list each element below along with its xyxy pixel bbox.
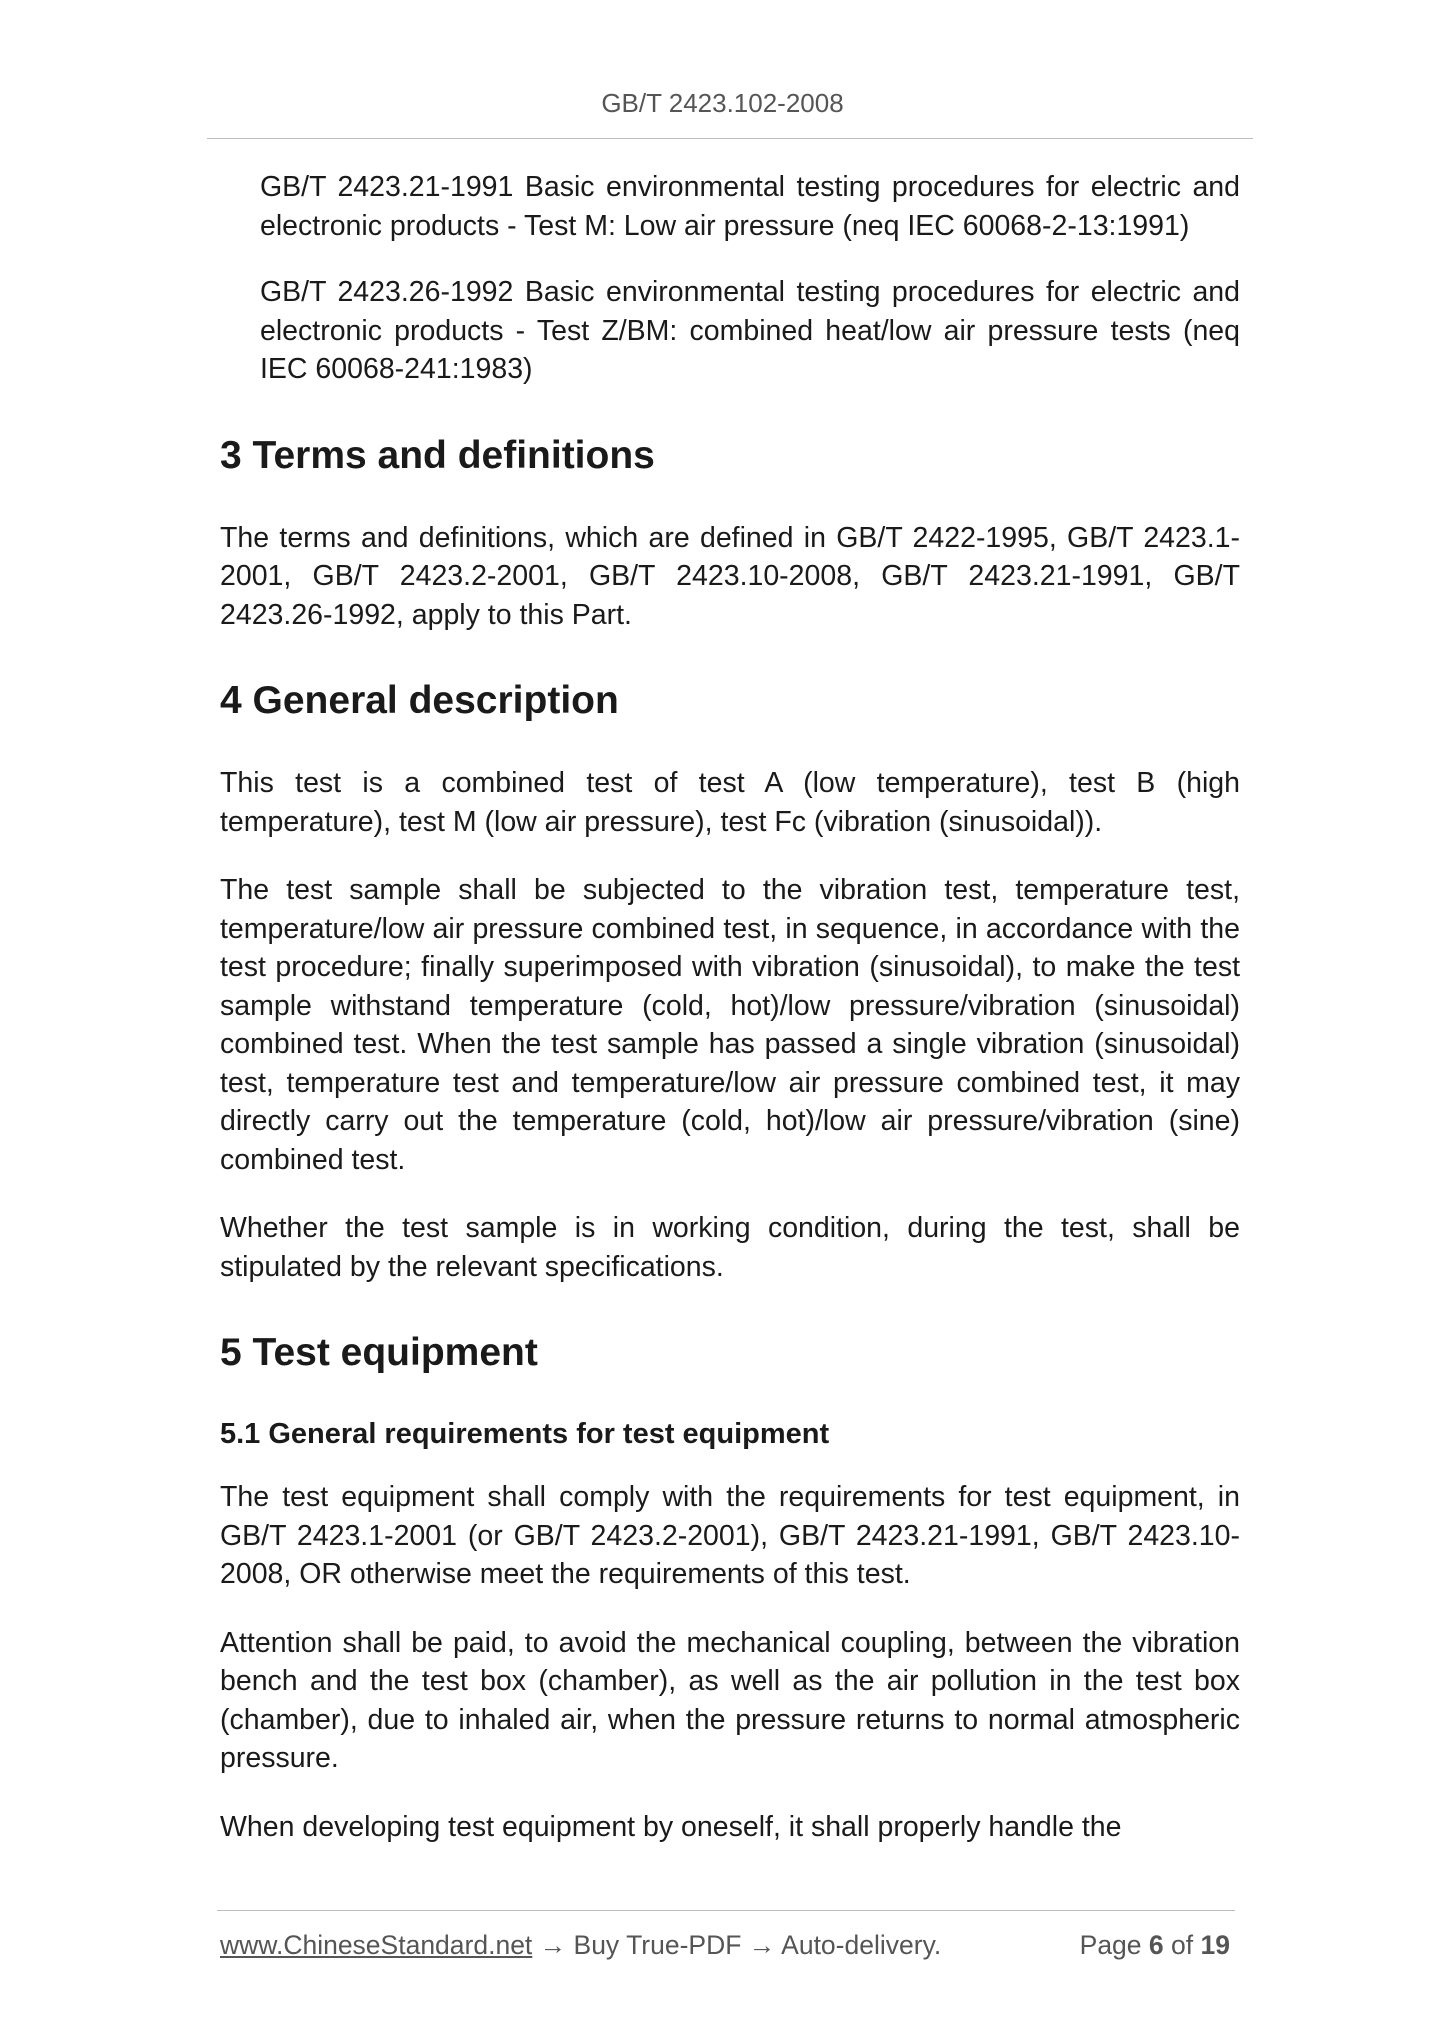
section-heading-general-description: 4 General description xyxy=(220,679,619,722)
reference-item: GB/T 2423.26-1992 Basic environmental testing procedures for electric and electronic products - Test Z/BM: combined heat/low air pressure tests (neq IEC 60068-241:1983) xyxy=(260,276,1240,385)
page-of: of xyxy=(1171,1930,1194,1960)
paragraph: The test equipment shall comply with the requirements for test equipment, in GB/T 2423.1-2001 (or GB/T 2423.2-2001), GB/T 2423.21-1991, GB/T 2423.10-2008, OR otherwise meet the requirements of this test. xyxy=(220,1481,1240,1590)
paragraph: When developing test equipment by oneself, it shall properly handle the xyxy=(220,1810,1122,1843)
document-body xyxy=(220,168,1240,1876)
website-link[interactable]: www.ChineseStandard.net xyxy=(220,1930,533,1960)
section-heading-test-equipment: 5 Test equipment xyxy=(220,1331,538,1374)
paragraph: Whether the test sample is in working condition, during the test, shall be stipulated by the relevant specifications. xyxy=(220,1212,1240,1283)
footer-divider xyxy=(217,1910,1235,1911)
page-footer xyxy=(220,1930,1230,1961)
paragraph: Attention shall be paid, to avoid the mechanical coupling, between the vibration bench and the test box (chamber), as well as the air pollution in the test box (chamber), due to inhaled air, when the pressure returns to normal atmospheric pressure. xyxy=(220,1626,1240,1774)
page-total: 19 xyxy=(1200,1930,1230,1960)
footer-tagline: → Buy True-PDF → Auto-delivery. xyxy=(532,1930,942,1960)
reference-item: GB/T 2423.21-1991 Basic environmental testing procedures for electric and electronic products - Test M: Low air pressure (neq IEC 60068-2-13:1991) xyxy=(260,171,1240,242)
subsection-heading: 5.1 General requirements for test equipment xyxy=(220,1418,830,1450)
page-header: GB/T 2423.102-2008 xyxy=(601,88,844,118)
paragraph: The test sample shall be subjected to the vibration test, temperature test, temperature/low air pressure combined test, in sequence, in accordance with the test procedure; finally superimposed with vibration (sinusoidal), to make the test sample withstand temperature (cold, hot)/low pressure/vibration (sinusoidal) combined test. When the test sample has passed a single vibration (sinusoidal) test, temperature test and temperature/low air pressure combined test, it may directly carry out the temperature (cold, hot)/low air pressure/vibration (sine) combined test. xyxy=(220,874,1240,1176)
paragraph: This test is a combined test of test A (low temperature), test B (high temperature), test M (low air pressure), test Fc (vibration (sinusoidal)). xyxy=(220,767,1240,838)
page-label: Page xyxy=(1079,1930,1142,1960)
page-current: 6 xyxy=(1148,1930,1164,1960)
header-divider xyxy=(207,138,1253,139)
paragraph: The terms and definitions, which are defined in GB/T 2422-1995, GB/T 2423.1-2001, GB/T 2423.2-2001, GB/T 2423.10-2008, GB/T 2423.21-1991, GB/T 2423.26-1992, apply to this Part. xyxy=(220,521,1240,631)
section-heading-terms: 3 Terms and definitions xyxy=(220,433,655,477)
page-number xyxy=(1080,1930,1230,1961)
